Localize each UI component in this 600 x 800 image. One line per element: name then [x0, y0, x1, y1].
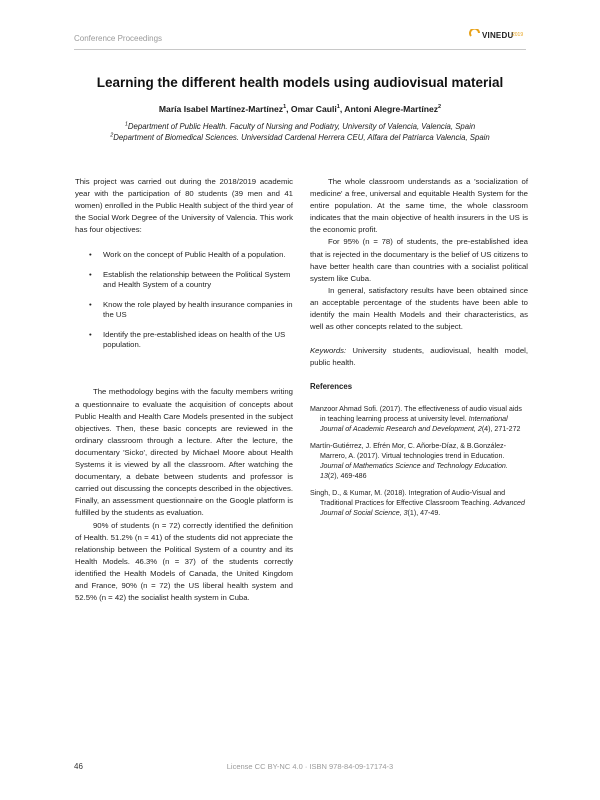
objective-text: Identify the pre-established ideas on health of the US population.: [103, 330, 286, 350]
keywords-label: Keywords:: [310, 346, 347, 356]
references-heading: References: [310, 382, 353, 392]
header-divider: [74, 49, 526, 50]
reference-pages: (1), 47-49.: [407, 508, 441, 517]
reference-journal: Journal of Mathematics Science and Technology Education. 13: [320, 461, 508, 480]
results-paragraph: 90% of students (n = 72) correctly identified the definition of Health. 51.2% (n = 41) of the students did not appreciate the relationship between the Political System of a country and its Health Models. 46.3% (n = 37) of the students correctly identified the Health Models of Canada, the United Kingdom and France, 90% (n = 72) the US liberal health system and 52.5% (n = 42) the socialist health system in Cuba.: [75, 520, 293, 603]
reference-text: Singh, D., & Kumar, M. (2018). Integration of Audio-Visual and Traditional Practices for Effective Classroom Teaching.: [310, 488, 506, 507]
affiliation-number: 1: [124, 121, 128, 128]
conference-logo: [468, 28, 530, 46]
bullet-icon: •: [89, 250, 92, 260]
objective-item: [75, 300, 293, 320]
reference-text: Martín-Gutiérrez, J. Efrén Mor, C. Añorbe-Díaz, & B.González-Marrero, A. (2017). Virtual technologies trend in Education.: [310, 441, 506, 460]
pre-established-paragraph: For 95% (n = 78) of students, the pre-established idea that is rejected in the documentary is the belief of US citizens to have better health care than countries with a socialist political system like Cuba.: [310, 237, 528, 283]
license-footer: License CC BY-NC 4.0 · ISBN 978-84-09-17174-3: [226, 762, 394, 771]
affiliation-number: 2: [110, 132, 114, 139]
author-name: Antoni Alegre-Martínez: [344, 104, 439, 114]
logo-year: 2019: [512, 32, 524, 38]
right-column: [310, 176, 528, 525]
author-name: María Isabel Martínez-Martínez: [158, 104, 284, 114]
affiliation-text: Department of Public Health. Faculty of Nursing and Podiatry, University of Valencia, Valencia, Spain: [127, 122, 476, 131]
reference-journal: Advanced Journal of Social Science, 3: [320, 498, 525, 517]
author-affiliation-mark: 1: [336, 104, 340, 111]
reference-pages: (2), 469-486: [327, 471, 367, 480]
objective-text: Work on the concept of Public Health of a population.: [103, 250, 286, 260]
reference-list: [310, 404, 528, 518]
reference-text: Manzoor Ahmad Sofi. (2017). The effectiveness of audio visual aids in teaching learning process at university level.: [310, 404, 522, 423]
objective-item: [75, 330, 293, 350]
methodology-paragraph: The methodology begins with the faculty members writing a questionnaire to evaluate the acquisition of concepts about Public Health and Health Care Models presented in the subject objectives. Then, these basic concepts are reviewed in the ordinary classroom through a lecture. After the lecture, the documentary 'Sicko', directed by Michael Moore about Health Systems it is viewed by all the classroom. After watching the documentary, a debate between students and professor is carried out discussing the concepts described in the objectives. Finally, an assessment questionnaire on the Google platform is fulfilled by the students as evaluation.: [75, 387, 293, 518]
affiliation-text: Department of Biomedical Sciences. Universidad Cardenal Herrera CEU, Alfara del Patriarca Valencia, Spain: [113, 133, 490, 142]
logo-text: VINEDU: [482, 31, 514, 40]
keywords: [310, 345, 528, 369]
bullet-icon: •: [89, 300, 92, 310]
bullet-icon: •: [89, 330, 92, 340]
objective-item: [75, 250, 293, 260]
conclusion-paragraph: In general, satisfactory results have been obtained since an acceptable percentage of the students have been able to identify the main Health Models and their characteristics, as well as other concepts related to the subject.: [310, 285, 528, 332]
reference-pages: (4), 271-272: [481, 424, 521, 433]
logo-swirl-icon: [468, 29, 482, 43]
objectives-list: [75, 250, 293, 350]
author-name: Omar Cauli: [290, 104, 337, 114]
objective-text: Know the role played by health insurance companies in the US: [103, 300, 293, 320]
author-list: María Isabel Martínez-Martínez$^1$, Omar Cauli$^1$, Antoni Alegre-Martínez$^2$: [158, 104, 442, 114]
objective-text: Establish the relationship between the Political System and Health System of a country: [103, 270, 291, 290]
socialization-paragraph: The whole classroom understands as a 'socialization of medicine' a free, universal and equitable Health System for the entire population. At the same time, the whole classroom indicates that the main objective of health insurers in the US is the economic profit.: [310, 177, 528, 235]
reference-item: [310, 441, 528, 481]
keywords-text: University students, audiovisual, health model, public health.: [310, 346, 529, 368]
objective-item: [75, 270, 293, 290]
affiliation: [40, 122, 560, 131]
reference-item: [310, 404, 528, 434]
paper-title: Learning the different health models using audiovisual material: [96, 75, 504, 90]
reference-item: [310, 488, 528, 518]
left-column: [75, 176, 293, 604]
intro-paragraph: This project was carried out during the 2018/2019 academic year with the participation of 80 students (39 men and 41 women) enrolled in the Public Health subject of the third year of the Social Work Degree of the University of Valencia. This work has four objectives:: [75, 177, 293, 235]
reference-journal: International Journal of Academic Research and Development, 2: [320, 414, 508, 433]
bullet-icon: •: [89, 270, 92, 280]
affiliation: [40, 133, 560, 142]
author-affiliation-mark: 1: [283, 104, 287, 111]
page-number: 46: [74, 762, 83, 771]
running-header: Conference Proceedings: [74, 34, 163, 43]
author-affiliation-mark: 2: [438, 104, 442, 111]
